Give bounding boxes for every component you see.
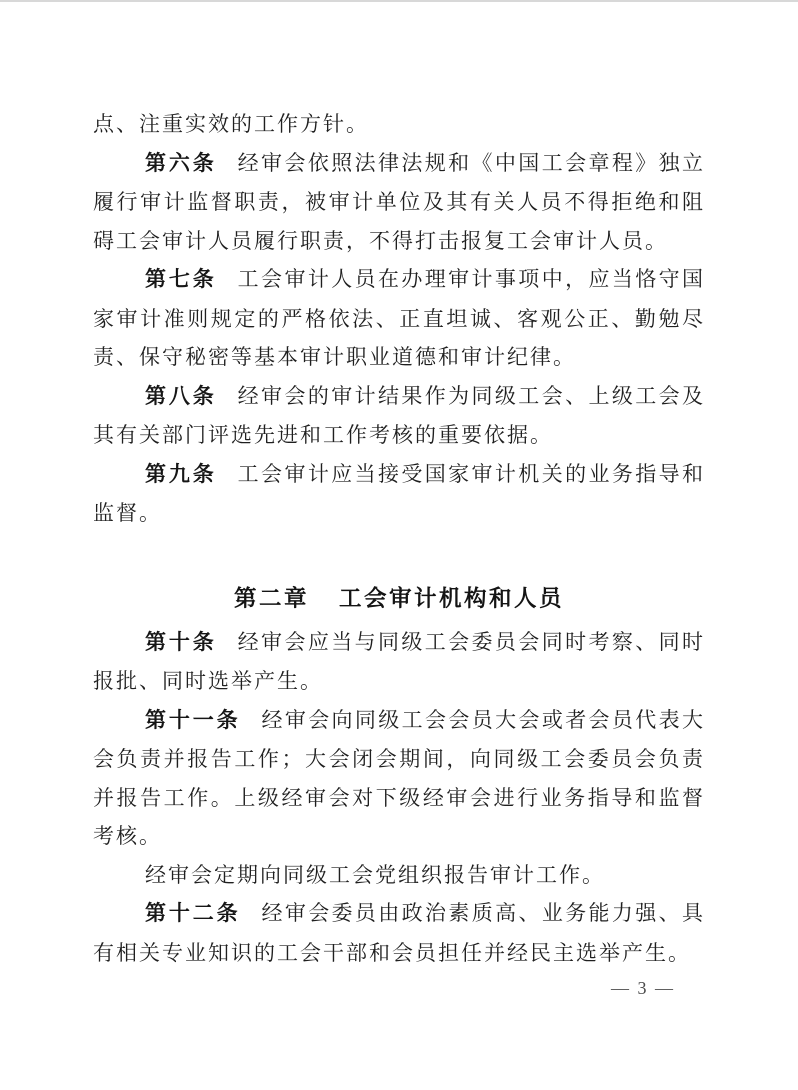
article-paragraph-11	[93, 701, 705, 856]
article-paragraph-12	[93, 894, 705, 972]
chapter-number: 第二章	[233, 585, 309, 611]
article-number: 第十二条	[145, 902, 241, 925]
article-paragraph-6	[93, 144, 705, 261]
article-text: 工会审计人员在办理审计事项中，应当恪守国家审计准则规定的严格依法、正直坦诚、客观公正、勤勉尽责、保守秘密等基本审计职业道德和审计纪律。	[93, 267, 706, 369]
page-number: — 3 —	[611, 978, 675, 998]
article-text: 经审会的审计结果作为同级工会、上级工会及其有关部门评选先进和工作考核的重要依据。	[93, 383, 706, 447]
article-text: 经审会向同级工会会员大会或者会员代表大会负责并报告工作；大会闭会期间，向同级工会委员会负责并报告工作。上级经审会对下级经审会进行业务指导和监督考核。	[93, 707, 706, 848]
article-paragraph-7	[93, 260, 705, 377]
article-number: 第八条	[145, 384, 217, 408]
paragraph-text: 点、注重实效的工作方针。	[93, 112, 369, 136]
article-paragraph-9	[93, 455, 705, 533]
article-text: 经审会委员由政治素质高、业务能力强、具有相关专业知识的工会干部和会员担任并经民主选举产生。	[93, 901, 706, 965]
article-text: 工会审计应当接受国家审计机关的业务指导和监督。	[93, 461, 706, 525]
document-body	[93, 2, 705, 972]
article-text: 经审会依照法律法规和《中国工会章程》独立履行审计监督职责，被审计单位及其有关人员不得拒绝和阻碍工会审计人员履行职责，不得打击报复工会审计人员。	[93, 150, 706, 253]
chapter-title: 工会审计机构和人员	[339, 585, 565, 611]
paragraph-plain	[93, 856, 705, 895]
article-number: 第六条	[145, 151, 217, 175]
article-paragraph-8	[93, 377, 705, 455]
article-number: 第七条	[145, 268, 217, 291]
article-number: 第九条	[145, 462, 217, 486]
article-number: 第十条	[145, 630, 217, 654]
chapter-heading	[93, 579, 705, 619]
article-text: 经审会应当与同级工会委员会同时考察、同时报批、同时选举产生。	[93, 629, 706, 693]
article-paragraph-10	[93, 623, 705, 701]
paragraph-continuation	[93, 105, 705, 144]
paragraph-text: 经审会定期向同级工会党组织报告审计工作。	[145, 862, 605, 887]
article-number: 第十一条	[145, 708, 241, 732]
